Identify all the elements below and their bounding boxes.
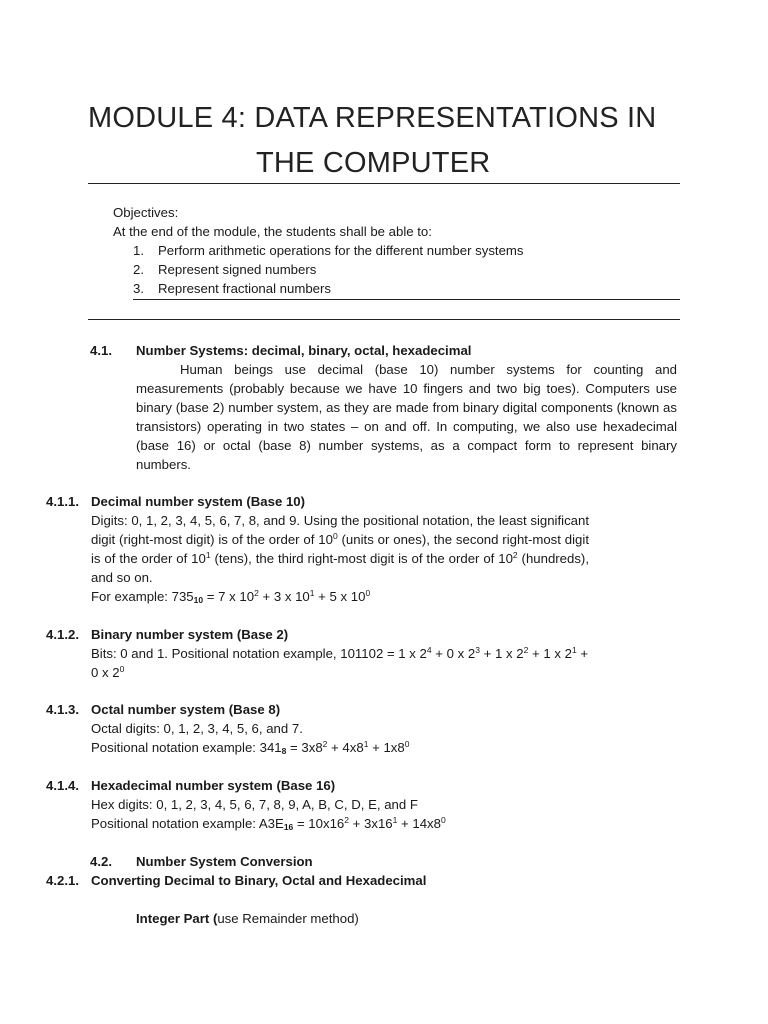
body-text: (units or ones), the second right-most digit is of the order of 10	[91, 532, 589, 566]
subsection-heading: Converting Decimal to Binary, Octal and Hexadecimal	[91, 873, 427, 888]
objective-number: 3.	[133, 281, 144, 296]
exponent: 0	[119, 664, 125, 674]
example-text: For example: 735	[91, 589, 194, 604]
exponent: 4	[426, 645, 432, 655]
subsection-number: 4.1.3.	[46, 702, 79, 717]
objectives-list	[113, 241, 680, 298]
example-line	[91, 814, 589, 833]
objectives-divider	[133, 299, 680, 300]
body-text: Digits: 0, 1, 2, 3, 4, 5, 6, 7, 8, and 9. Using the positional notation, the least significant digit (right-most digit) is of the order of 10	[91, 513, 589, 547]
subsection-heading: Octal number system (Base 8)	[91, 702, 281, 717]
exponent: 2	[322, 739, 328, 749]
subsection-heading: Hexadecimal number system (Base 16)	[91, 778, 336, 793]
exponent: 2	[344, 815, 349, 825]
objective-text: Perform arithmetic operations for the different number systems	[158, 243, 524, 258]
body-text: + 0 x 2	[431, 646, 476, 661]
example-text: = 7 x 10	[203, 589, 255, 604]
exponent: 2	[523, 645, 529, 655]
subsection-body	[91, 511, 589, 587]
exponent: 1	[392, 815, 398, 825]
section-number: 4.2.	[90, 854, 112, 869]
exponent: 0	[404, 739, 410, 749]
paragraph-text: Human beings use decimal (base 10) number systems for counting and measurements (probably because we have 10 fingers and two big toes). Computers use binary (base 2) number system, as they are made from binary digital components (known as transistors) operating in two states – on and off. In computing, we also use hexadecimal (base 16) or octal (base 8) number systems, as a compact form to represent binary numbers.	[136, 362, 677, 472]
title-line-2: THE COMPUTER	[256, 147, 491, 179]
title-divider	[88, 183, 680, 184]
example-text: + 1x8	[368, 740, 405, 755]
example-line	[91, 738, 589, 757]
example-text: + 3x16	[348, 816, 393, 831]
title-line-1: MODULE 4: DATA REPRESENTATIONS IN	[88, 102, 657, 134]
section-number: 4.1.	[90, 343, 112, 358]
exponent: 2	[254, 588, 259, 598]
objectives-intro: At the end of the module, the students shall be able to:	[113, 224, 432, 239]
objectives-block	[113, 203, 680, 298]
base-subscript: 10	[193, 595, 204, 605]
body-text: (tens), the third right-most digit is of the order of 10	[210, 551, 513, 566]
exponent: 1	[363, 739, 369, 749]
exponent: 0	[441, 815, 446, 825]
body-text: + 0 x 2	[91, 646, 589, 680]
objective-item	[113, 279, 680, 298]
base-subscript: 16	[283, 822, 294, 832]
objective-item	[113, 241, 680, 260]
integer-part-bold: Integer Part (	[136, 911, 218, 926]
section-paragraph	[136, 360, 677, 474]
body-text: Bits: 0 and 1. Positional notation example, 101102 = 1 x 2	[91, 646, 427, 661]
section-divider	[88, 319, 680, 320]
exponent: 3	[475, 645, 480, 655]
example-text: + 5 x 10	[314, 589, 366, 604]
subsection-number: 4.1.1.	[46, 494, 79, 509]
subsection-number: 4.1.2.	[46, 627, 79, 642]
example-line	[91, 587, 589, 606]
objectives-heading: Objectives:	[113, 205, 179, 220]
subsection-heading: Decimal number system (Base 10)	[91, 494, 306, 509]
example-text: = 10x16	[293, 816, 345, 831]
objective-item	[113, 260, 680, 279]
body-text: (hundreds), and so on.	[91, 551, 589, 585]
objective-number: 2.	[133, 262, 144, 277]
body-text: + 1 x 2	[528, 646, 572, 661]
body-text: + 1 x 2	[480, 646, 524, 661]
example-text: Positional notation example: 341	[91, 740, 282, 755]
exponent: 1	[309, 588, 315, 598]
objective-text: Represent signed numbers	[158, 262, 317, 277]
example-text: + 4x8	[327, 740, 364, 755]
subsection-heading: Binary number system (Base 2)	[91, 627, 289, 642]
exponent: 1	[571, 645, 577, 655]
integer-part-heading	[136, 909, 359, 928]
digits-line: Hex digits: 0, 1, 2, 3, 4, 5, 6, 7, 8, 9, A, B, C, D, E, and F	[91, 797, 418, 812]
exponent: 1	[205, 550, 211, 560]
example-text: + 14x8	[397, 816, 441, 831]
integer-part-rest: use Remainder method)	[217, 911, 359, 926]
example-text: + 3 x 10	[258, 589, 310, 604]
example-text: Positional notation example: A3E	[91, 816, 284, 831]
objective-number: 1.	[133, 243, 144, 258]
subsection-number: 4.2.1.	[46, 873, 79, 888]
base-subscript: 8	[281, 746, 287, 756]
objective-text: Represent fractional numbers	[158, 281, 331, 296]
section-heading: Number System Conversion	[136, 854, 313, 869]
exponent: 0	[365, 588, 371, 598]
exponent: 2	[512, 550, 518, 560]
page-title	[88, 96, 680, 186]
example-text: = 3x8	[286, 740, 323, 755]
subsection-number: 4.1.4.	[46, 778, 79, 793]
digits-line: Octal digits: 0, 1, 2, 3, 4, 5, 6, and 7.	[91, 721, 303, 736]
subsection-body	[91, 644, 589, 682]
section-heading: Number Systems: decimal, binary, octal, hexadecimal	[136, 343, 472, 358]
exponent: 0	[332, 531, 338, 541]
